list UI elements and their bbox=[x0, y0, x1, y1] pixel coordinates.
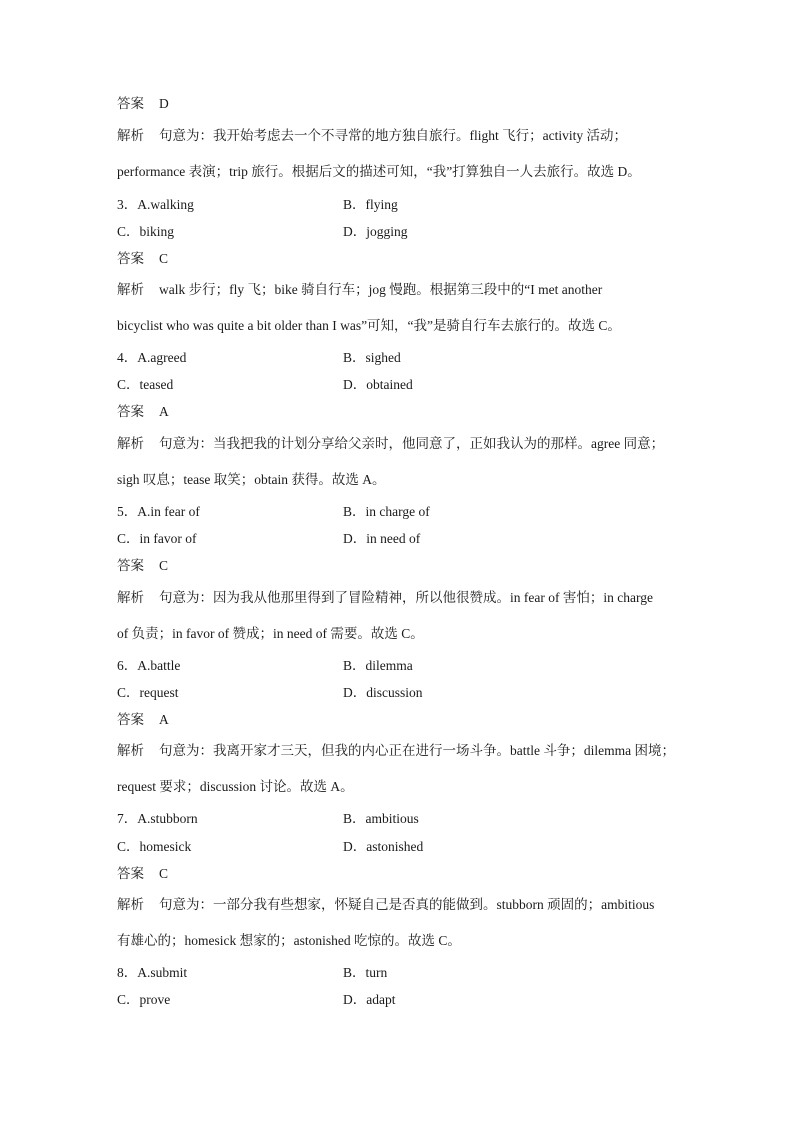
option-b: B．in charge of bbox=[343, 504, 430, 519]
answer-line bbox=[117, 95, 687, 113]
answer-value: C bbox=[159, 251, 169, 266]
analysis-line bbox=[117, 742, 687, 760]
option-c: C．biking bbox=[117, 224, 175, 239]
answer-line bbox=[117, 557, 687, 575]
option-c: C．teased bbox=[117, 377, 174, 392]
option-b: B．flying bbox=[343, 197, 398, 212]
analysis-text-continued: request 要求；discussion 讨论。故选 A。 bbox=[117, 779, 354, 794]
analysis-label: 解析 bbox=[117, 128, 144, 143]
analysis-text-continued: 有雄心的；homesick 想家的；astonished 吃惊的。故选 C。 bbox=[117, 933, 461, 948]
answer-line bbox=[117, 865, 687, 883]
option-c: C．homesick bbox=[117, 839, 192, 854]
answer-value: D bbox=[159, 96, 169, 111]
answer-label: 答案 bbox=[117, 96, 144, 111]
option-b: B．ambitious bbox=[343, 811, 419, 826]
answer-label: 答案 bbox=[117, 251, 144, 266]
analysis-line bbox=[117, 589, 687, 607]
answer-value: C bbox=[159, 866, 169, 881]
analysis-label: 解析 bbox=[117, 897, 144, 912]
analysis-text: 句意为：我开始考虑去一个不寻常的地方独自旅行。flight 飞行；activity 活动； bbox=[159, 128, 627, 143]
analysis-text-continued: of 负责；in favor of 赞成；in need of 需要。故选 C。 bbox=[117, 626, 424, 641]
option-d: D．adapt bbox=[343, 992, 396, 1007]
option-a: 4．A.agreed bbox=[117, 350, 187, 365]
option-c: C．in favor of bbox=[117, 531, 197, 546]
option-b: B．dilemma bbox=[343, 658, 413, 673]
option-a: 6．A.battle bbox=[117, 658, 181, 673]
option-c: C．request bbox=[117, 685, 179, 700]
option-a: 8．A.submit bbox=[117, 965, 188, 980]
analysis-line bbox=[117, 896, 687, 914]
analysis-label: 解析 bbox=[117, 743, 144, 758]
option-a: 3．A.walking bbox=[117, 197, 194, 212]
option-b: B．sighed bbox=[343, 350, 401, 365]
analysis-text-continued: sigh 叹息；tease 取笑；obtain 获得。故选 A。 bbox=[117, 472, 386, 487]
answer-label: 答案 bbox=[117, 558, 144, 573]
answer-value: A bbox=[159, 404, 169, 419]
answer-label: 答案 bbox=[117, 712, 144, 727]
analysis-label: 解析 bbox=[117, 436, 144, 451]
answer-label: 答案 bbox=[117, 404, 144, 419]
option-d: D．in need of bbox=[343, 531, 421, 546]
analysis-label: 解析 bbox=[117, 282, 144, 297]
answer-value: C bbox=[159, 558, 169, 573]
analysis-label: 解析 bbox=[117, 590, 144, 605]
option-d: D．jogging bbox=[343, 224, 408, 239]
analysis-text: 句意为：因为我从他那里得到了冒险精神，所以他很赞成。in fear of 害怕；in charge bbox=[159, 590, 653, 605]
analysis-text: 句意为：当我把我的计划分享给父亲时，他同意了，正如我认为的那样。agree 同意； bbox=[159, 436, 665, 451]
analysis-text: 句意为：我离开家才三天，但我的内心正在进行一场斗争。battle 斗争；dilemma 困境； bbox=[159, 743, 675, 758]
answer-line bbox=[117, 711, 687, 729]
analysis-line bbox=[117, 435, 687, 453]
answer-value: A bbox=[159, 712, 169, 727]
option-d: D．discussion bbox=[343, 685, 423, 700]
analysis-text-continued: bicyclist who was quite a bit older than I was”可知，“我”是骑自行车去旅行的。故选 C。 bbox=[117, 318, 621, 333]
analysis-text: walk 步行；fly 飞；bike 骑自行车；jog 慢跑。根据第三段中的“I met another bbox=[159, 282, 603, 297]
answer-label: 答案 bbox=[117, 866, 144, 881]
analysis-text-continued: performance 表演；trip 旅行。根据后文的描述可知，“我”打算独自一人去旅行。故选 D。 bbox=[117, 164, 641, 179]
answer-line bbox=[117, 403, 687, 421]
option-a: 7．A.stubborn bbox=[117, 811, 198, 826]
option-d: D．obtained bbox=[343, 377, 413, 392]
option-a: 5．A.in fear of bbox=[117, 504, 200, 519]
answer-line bbox=[117, 250, 687, 268]
option-c: C．prove bbox=[117, 992, 171, 1007]
option-d: D．astonished bbox=[343, 839, 424, 854]
analysis-line bbox=[117, 281, 687, 299]
analysis-text: 句意为：一部分我有些想家，怀疑自己是否真的能做到。stubborn 顽固的；ambitious bbox=[159, 897, 655, 912]
analysis-line bbox=[117, 127, 687, 145]
option-b: B．turn bbox=[343, 965, 388, 980]
